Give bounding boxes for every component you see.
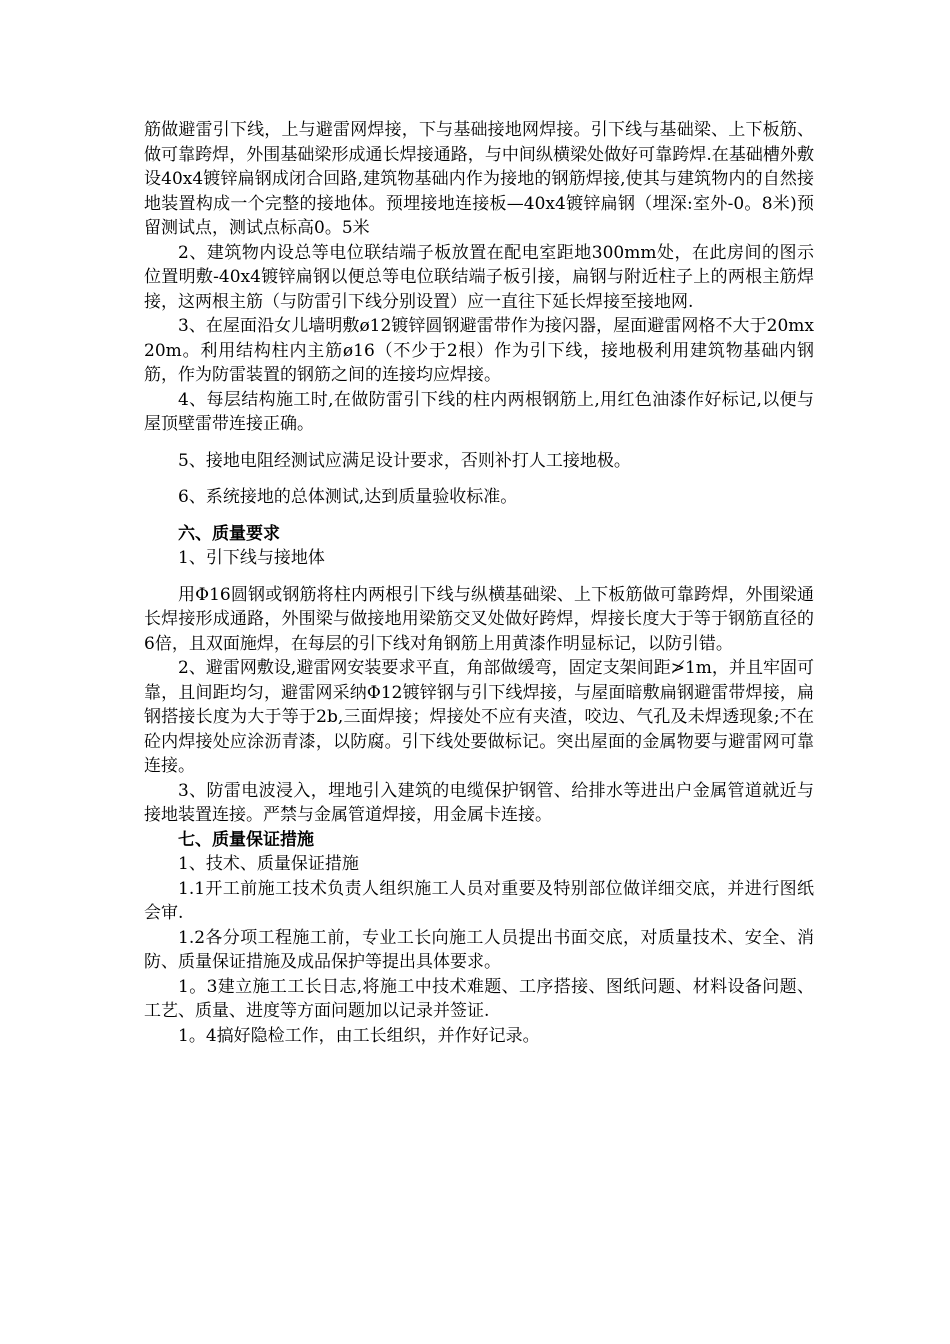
document-page: [144, 118, 814, 1048]
paragraph-grounding-continued: 筋做避雷引下线，上与避雷网焊接，下与基础接地网焊接。引下线与基础梁、上下板筋、做可靠跨焊，外围基础梁形成通长焊接通路，与中间纵横梁处做好可靠跨焊.在基础槽外敷设40x4镀锌扁钢成闭合回路,建筑物基础内作为接地的钢筋焊接,使其与建筑物内的自然接地装置构成一个完整的接地体。预埋接地连接板—40x4镀锌扁钢（埋深:室外-0。8米)预留测试点，测试点标高0。5米: [144, 120, 814, 238]
section-heading-quality-requirements: 六、质量要求: [178, 523, 280, 544]
subheading-downlead-grounding: 1、引下线与接地体: [178, 548, 325, 568]
paragraph-item-2: 2、建筑物内设总等电位联结端子板放置在配电室距地300mm处，在此房间的图示位置明敷-40x4镀锌扁钢以便总等电位联结端子板引接，扁钢与附近柱子上的两根主筋焊接，这两根主筋（与防雷引下线分别设置）应一直往下延长焊接至接地网.: [144, 242, 814, 312]
subheading-technical-measures: 1、技术、质量保证措施: [178, 854, 359, 874]
paragraph-measure-1-3: 1。3建立施工工长日志,将施工中技术难题、工序搭接、图纸问题、材料设备问题、工艺、质量、进度等方面问题加以记录并签证.: [144, 976, 814, 1021]
paragraph-lightning-net: 2、避雷网敷设,避雷网安装要求平直，角部做缓弯，固定支架间距≯1m，并且牢固可靠，且间距均匀，避雷网采纳Φ12镀锌钢与引下线焊接，与屋面暗敷扁钢避雷带焊接，扁钢搭接长度为大于等于2b,三面焊接；焊接处不应有夹渣，咬边、气孔及未焊透现象;不在砼内焊接处应涂沥青漆，以防腐。引下线处要做标记。突出屋面的金属物要与避雷网可靠连接。: [144, 658, 814, 776]
paragraph-downlead-welding: 用Φ16圆钢或钢筋将柱内两根引下线与纵横基础梁、上下板筋做可靠跨焊，外围梁通长焊接形成通路，外围梁与做接地用梁筋交叉处做好跨焊，焊接长度大于等于钢筋直径的6倍，且双面施焊，在每层的引下线对角钢筋上用黄漆作明显标记，以防引错。: [144, 584, 814, 654]
section-heading-quality-assurance: 七、质量保证措施: [178, 829, 314, 850]
paragraph-item-6: 6、系统接地的总体测试,达到质量验收标准。: [178, 487, 518, 507]
paragraph-measure-1-1: 1.1开工前施工技术负责人组织施工人员对重要及特别部位做详细交底，并进行图纸会审.: [144, 878, 814, 923]
paragraph-item-4: 4、每层结构施工时,在做防雷引下线的柱内两根钢筋上,用红色油漆作好标记,以便与屋顶壁雷带连接正确。: [144, 389, 814, 434]
paragraph-surge-protection: 3、防雷电波浸入，埋地引入建筑的电缆保护钢管、给排水等进出户金属管道就近与接地装置连接。严禁与金属管道焊接，用金属卡连接。: [144, 780, 814, 825]
paragraph-measure-1-2: 1.2各分项工程施工前，专业工长向施工人员提出书面交底，对质量技术、安全、消防、质量保证措施及成品保护等提出具体要求。: [144, 927, 814, 972]
paragraph-item-5: 5、接地电阻经测试应满足设计要求，否则补打人工接地极。: [178, 450, 631, 471]
paragraph-measure-1-4: 1。4搞好隐检工作，由工长组织，并作好记录。: [178, 1025, 540, 1046]
paragraph-item-3: 3、在屋面沿女儿墙明敷ø12镀锌圆钢避雷带作为接闪器，屋面避雷网格不大于20mx20m。利用结构柱内主筋ø16（不少于2根）作为引下线，接地极利用建筑物基础内钢筋，作为防雷装置的钢筋之间的连接均应焊接。: [144, 316, 814, 385]
